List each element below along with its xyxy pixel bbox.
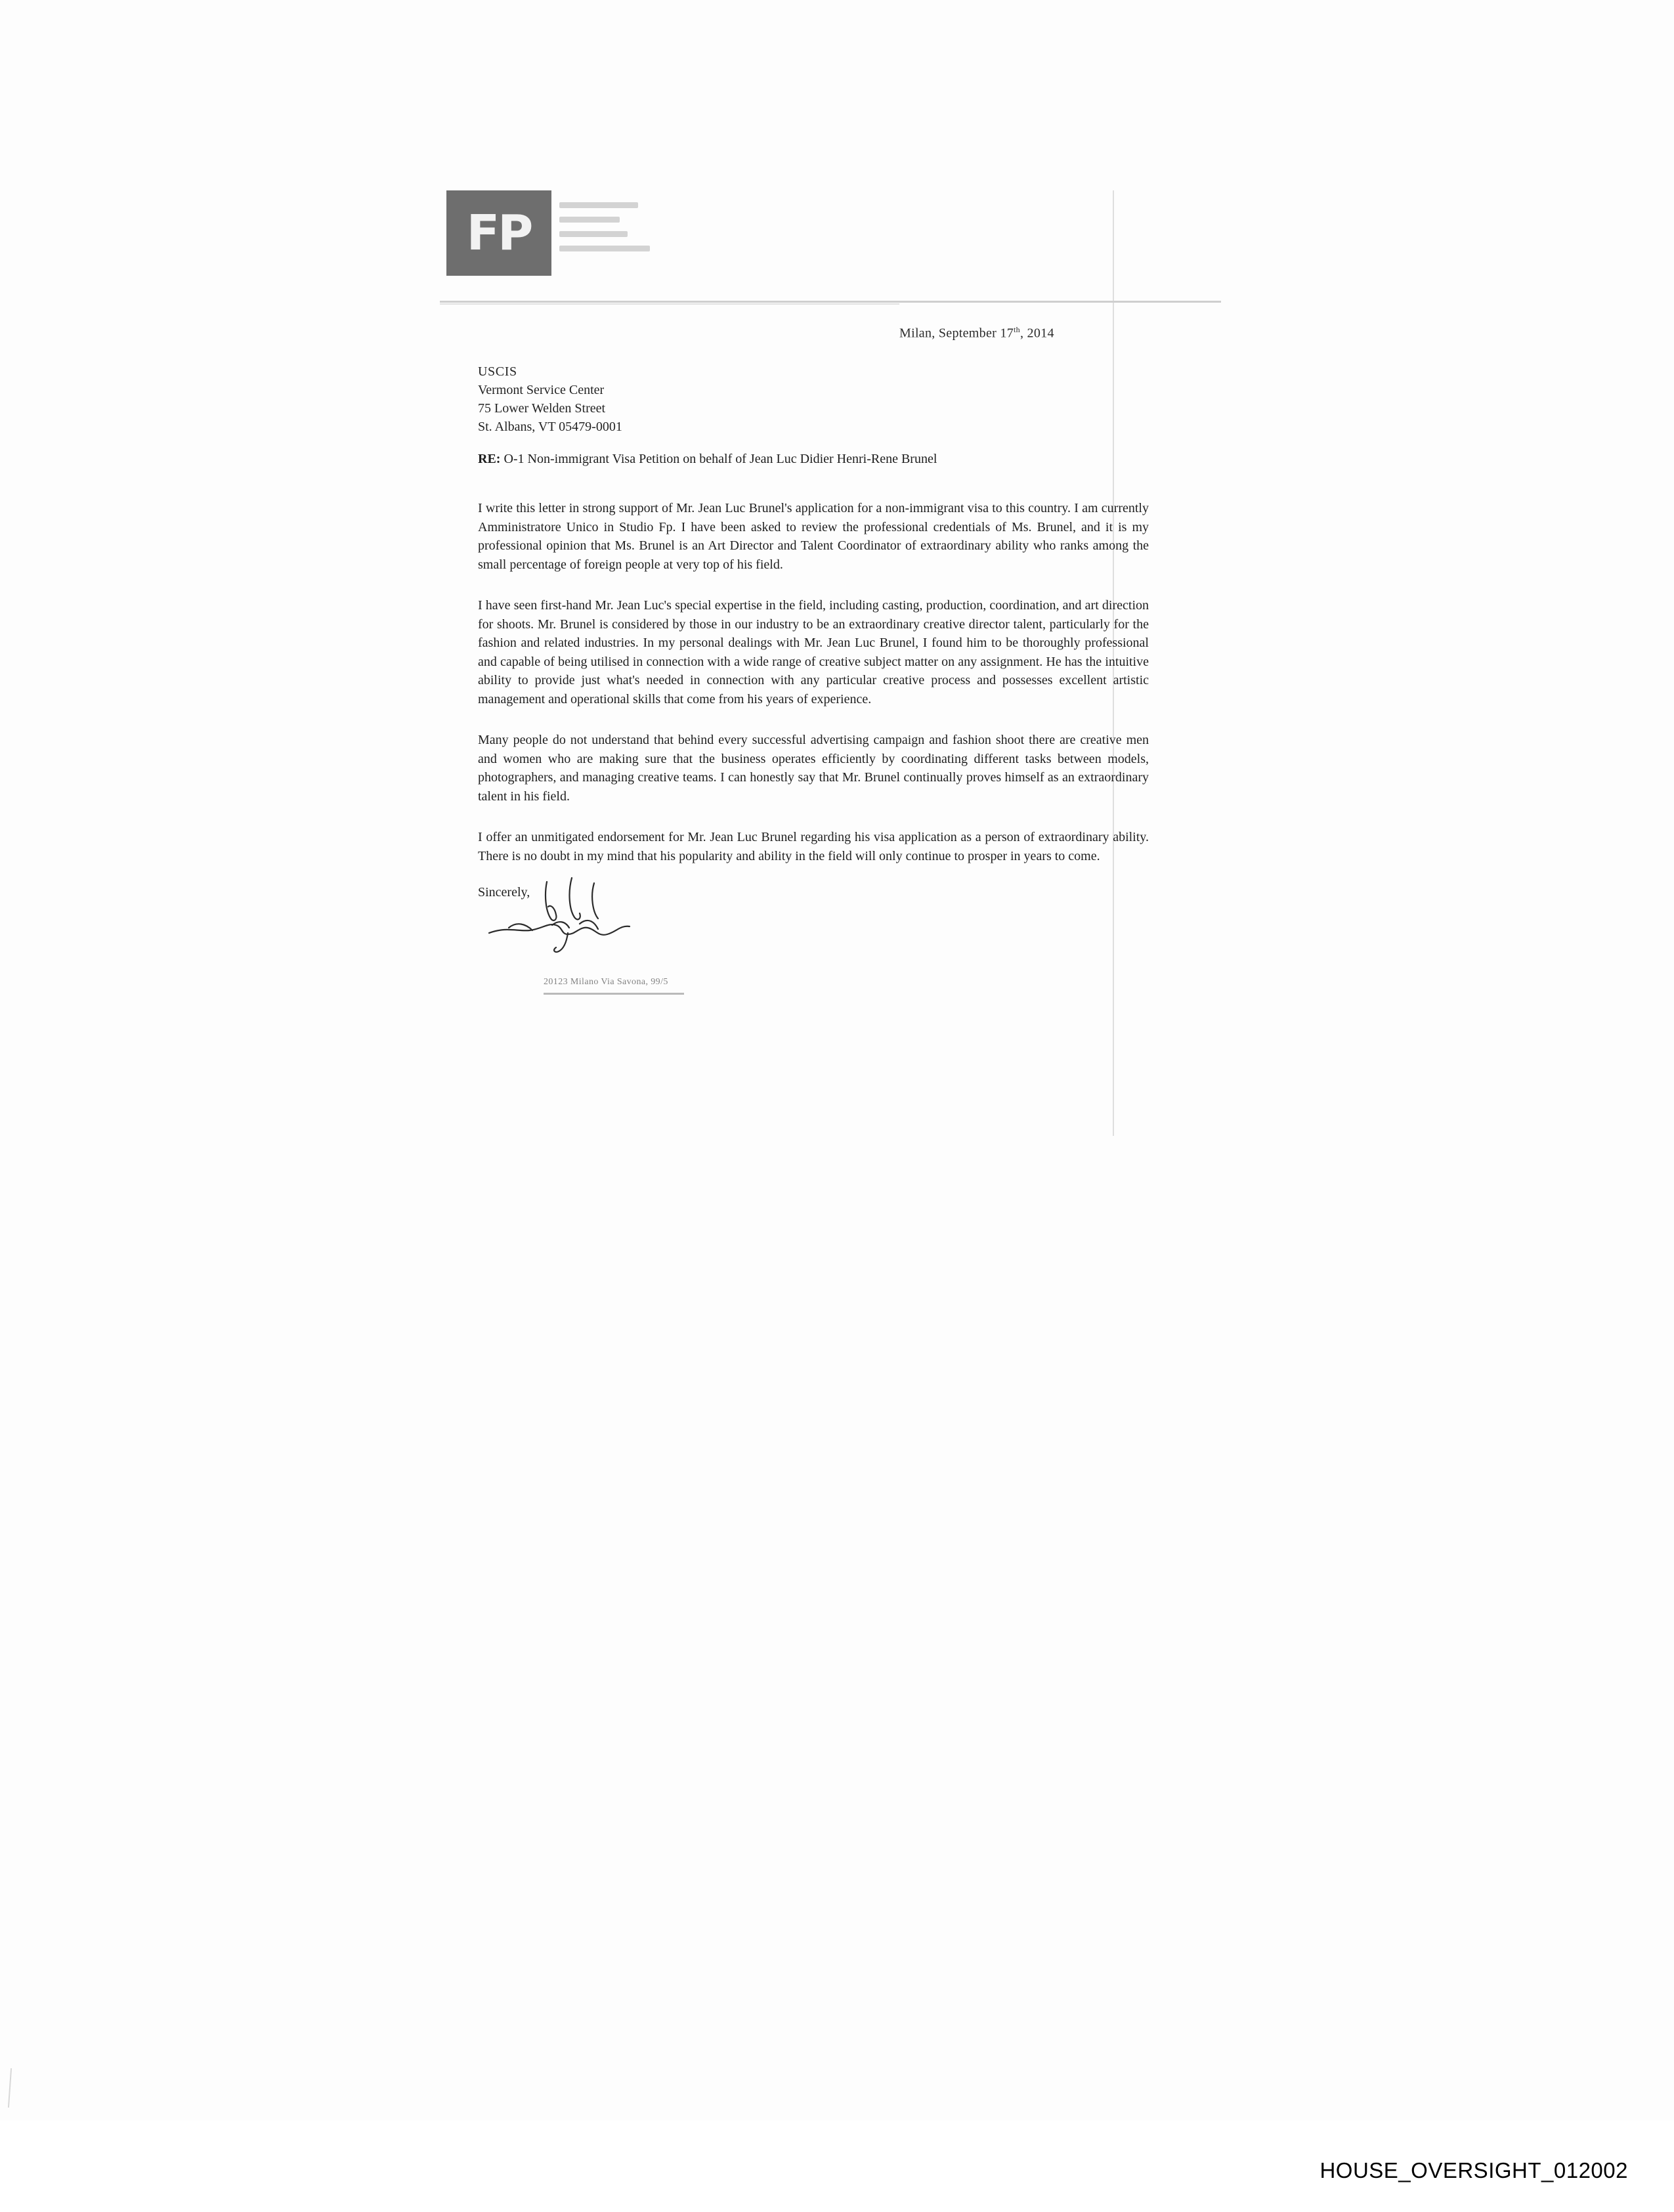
footer-address: 20123 Milano Via Savona, 99/5 — [544, 977, 668, 987]
paragraph-1: I write this letter in strong support of Mr. Jean Luc Brunel's application for a non-immigrant visa to this country. I am currently Amministratore Unico in Studio Fp. I have been asked to review the professional credentials of Ms. Brunel, and it is my professional opinion that Ms. Brunel is an Art Director and Talent Coordinator of extraordinary ability who ranks among the small percentage of foreign people at very top of his field. — [478, 501, 1149, 572]
re-line — [478, 450, 1154, 468]
address-line-3: 75 Lower Welden Street — [478, 401, 606, 416]
letter-paragraphs — [478, 499, 1149, 888]
recipient-address — [478, 362, 622, 436]
date-text: Milan, September 17 — [899, 326, 1014, 341]
bates-stamp: HOUSE_OVERSIGHT_012002 — [1320, 2158, 1628, 2182]
address-line-2: Vermont Service Center — [478, 383, 605, 397]
scan-edge-artifact — [8, 2068, 12, 2108]
re-label: RE: — [478, 452, 501, 466]
paragraph-4: I offer an unmitigated endorsement for Mr. Jean Luc Brunel regarding his visa application as a person of extraordinary ability. There is no doubt in my mind that his popularity and ability in the field will only continue to prosper in years to come. — [478, 830, 1149, 863]
date-year: , 2014 — [1019, 326, 1054, 341]
logo-text: FP — [466, 205, 532, 261]
address-line-1: USCIS — [478, 364, 517, 379]
letterhead-divider — [440, 301, 1221, 303]
signature-mark — [469, 870, 745, 955]
letterhead-smudge — [559, 202, 664, 265]
letter-body — [433, 190, 1241, 1372]
fp-logo-icon — [446, 190, 551, 276]
closing-line: Sincerely, — [478, 885, 530, 900]
letterhead-divider-secondary — [440, 303, 899, 305]
date-suffix: th — [1014, 325, 1020, 334]
date-line — [899, 325, 1054, 341]
footer-underline — [544, 993, 684, 995]
letterhead — [446, 190, 683, 282]
paragraph-2: I have seen first-hand Mr. Jean Luc's special expertise in the field, including casting, production, coordination, and art direction for shoots. Mr. Brunel is considered by those in our industry to be an extraordinary creative director talent, particularly for the fashion and related industries. In my personal dealings with Mr. Jean Luc Brunel, I found him to be thoroughly professional and capable of being utilised in connection with a wide range of creative subject matter on any assignment. He has the intuitive ability to provide just what's needed in connection with any particular creative process and possesses excellent artistic management and operational skills that come from his years of experience. — [478, 598, 1149, 706]
re-subject: O-1 Non-immigrant Visa Petition on behalf of Jean Luc Didier Henri-Rene Brunel — [504, 452, 937, 466]
paragraph-3: Many people do not understand that behind every successful advertising campaign and fashion shoot there are creative men and women who are making sure that the business operates efficiently by coordinating different tasks between models, photographers, and managing creative teams. I can honestly say that Mr. Brunel continually proves himself as an extraordinary talent in his field. — [478, 733, 1149, 804]
address-line-4: St. Albans, VT 05479-0001 — [478, 420, 622, 434]
